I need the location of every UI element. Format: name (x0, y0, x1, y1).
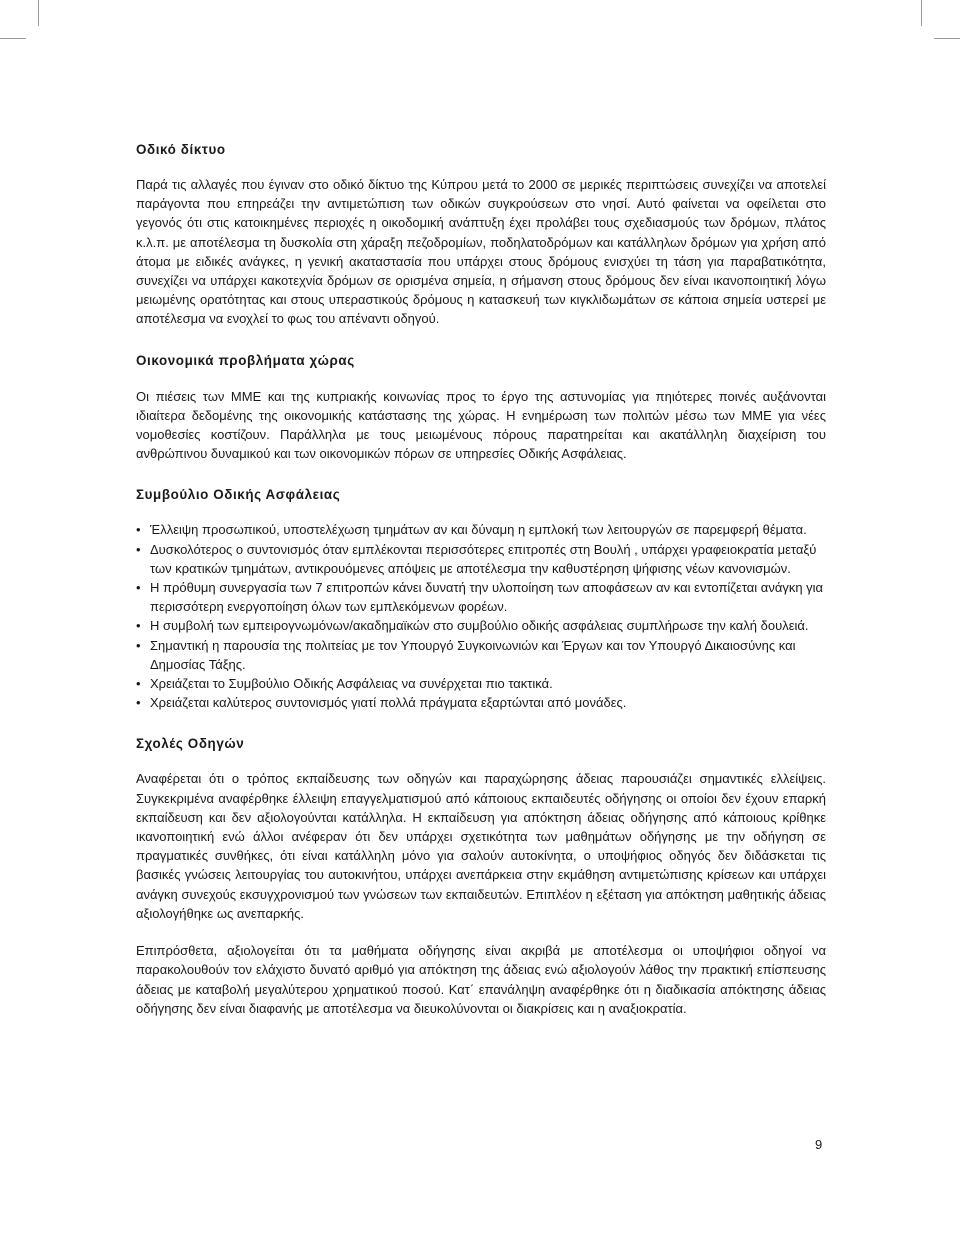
bullet-list (136, 520, 826, 712)
bullet-item: • Σημαντική η παρουσία της πολιτείας με τον Υπουργό Συγκοινωνιών και Έργων και τον Υπουργό Δικαιοσύνης και Δημοσίας Τάξης. (136, 636, 826, 674)
document-body (136, 140, 826, 1018)
bullet-item: • Χρειάζεται καλύτερος συντονισμός γιατί πολλά πράγματα εξαρτώνται από μονάδες. (136, 693, 826, 712)
paragraph: Επιπρόσθετα, αξιολογείται ότι τα μαθήματα οδήγησης είναι ακριβά με αποτέλεσμα οι υποψήφιοι οδηγοί να παρακολουθούν τον ελάχιστο δυνατό αριθμό για απόκτηση της άδειας ενώ αξιολογούν λάθος την πρακτική επίσπευσης άδειας με καταβολή μεγαλύτερου χρηματικού ποσού. Κατ΄ επανάληψη αναφέρθηκε ότι η διαδικασία απόκτησης άδειας οδήγησης δεν είναι διαφανής με αποτέλεσμα να διευκολύνονται οι διακρίσεις και η αναξιοκρατία. (136, 943, 826, 1016)
crop-mark (921, 0, 922, 26)
bullet-item: • Η συμβολή των εμπειρογνωμόνων/ακαδημαϊκών στο συμβούλιο οδικής ασφάλειας συμπλήρωσε την καλή δουλειά. (136, 616, 826, 635)
crop-mark (0, 38, 26, 39)
bullet-item: • Δυσκολότερος ο συντονισμός όταν εμπλέκονται περισσότερες επιτροπές στη Βουλή , υπάρχει γραφειοκρατία μεταξύ των κρατικών τμημάτων, αντικρουόμενες απόψεις με αποτέλεσμα την καθυστέρηση ψήφισης νέων κανονισμών. (136, 540, 826, 578)
paragraph: Οι πιέσεις των ΜΜΕ και της κυπριακής κοινωνίας προς το έργο της αστυνομίας για πηιότερες ποινές αυξάνονται ιδιαίτερα δεδομένης της οικονομικής κατάστασης της χώρας. Η ενημέρωση των πολιτών μέσω των ΜΜΕ για νέες νομοθεσίες κοστίζουν. Παράλληλα με τους μειωμένους πόρους παρατηρείται και ακατάλληλη διαχείριση του ανθρώπινου δυναμικού και των οικονομικών πόρων σε υπηρεσίες Οδικής Ασφάλειας. (136, 388, 826, 462)
page-number: 9 (815, 1137, 823, 1152)
bullet-item: • Η πρόθυμη συνεργασία των 7 επιτροπών κάνει δυνατή την υλοποίηση των αποφάσεων αν και εντοπίζεται ανάγκη για περισσότερη ενεργοποίηση όλων των εμπλεκόμενων φορέων. (136, 578, 826, 616)
section-heading: Οικονομικά προβλήματα χώρας (136, 352, 355, 368)
section-heading: Συμβούλιο Οδικής Ασφάλειας (136, 487, 341, 503)
bullet-item: • Έλλειψη προσωπικού, υποστελέχωση τμημάτων αν και δύναμη η εμπλοκή των λειτουργών σε παρεμφερή θέματα. (136, 520, 826, 539)
crop-mark (934, 38, 960, 39)
bullet-item: • Χρειάζεται το Συμβούλιο Οδικής Ασφάλειας να συνέρχεται πιο τακτικά. (136, 674, 826, 693)
crop-mark (38, 0, 39, 26)
section-heading: Οδικό δίκτυο (136, 142, 226, 157)
paragraph: Παρά τις αλλαγές που έγιναν στο οδικό δίκτυο της Κύπρου μετά το 2000 σε μερικές περιπτώσεις συνεχίζει να αποτελεί παράγοντα που επηρεάζει την αντιμετώπιση των οδικών συγκρούσεων στο νησί. Αυτό φαίνεται να οφείλεται στο γεγονός ότι στις κατοικημένες περιοχές η οικοδομική ανάπτυξη έχει προλάβει τους σχεδιασμούς των δρόμων, πλάτος κ.λ.π. με αποτέλεσμα τη δυσκολία στη χάραξη πεζοδρομίων, ποδηλατοδρόμων και κατάλληλων δρόμων για χρήση από άτομα με ειδικές ανάγκες, η γενική ακαταστασία που υπάρχει στους δρόμους ενισχύει τη τάση για παραβατικότητα, συνεχίζει να υπάρχει κακοτεχνία δρόμων σε ορισμένα σημεία, η σήμανση στους δρόμους δεν είναι ικανοποιητική λόγω μειωμένης ορατότητας και στους υπεραστικούς δρόμους η κατασκευή των κιγκλιδωμάτων σε κάποια σημεία υστερεί με αποτέλεσμα να ενοχλεί το φως του απέναντι οδηγού. (136, 177, 826, 327)
paragraph: Αναφέρεται ότι ο τρόπος εκπαίδευσης των οδηγών και παραχώρησης άδειας παρουσιάζει σημαντικές ελλείψεις. Συγκεκριμένα αναφέρθηκε έλλειψη επαγγελματισμού από κάποιους εκπαιδευτές οδήγησης οι οποίοι δεν έχουν επαρκή εκπαίδευση και δεν αξιολογούνται κατάλληλα. Η εκπαίδευση για απόκτηση άδειας οδήγησης από κάποιους κρίθηκε ικανοποιητική ενώ άλλοι ανέφεραν ότι δεν υπάρχει σχετικότητα των μαθημάτων οδήγησης με την οδήγηση σε πραγματικές συνθήκες, ότι είναι κατάλληλη μόνο για σαλούν αυτοκίνητα, ο υποψήφιος οδηγός δεν διδάσκεται τις βασικές γνώσεις λειτουργίας του αυτοκινήτου, υπάρχει ανεπάρκεια στην εκμάθηση αντιμετώπισης κρίσεων και υπάρχει ανάγκη συνεχούς εκσυγχρονισμού των γνώσεων των εκπαιδευτών. Επιπλέον η εξέταση για απόκτηση μαθητικής άδειας αξιολογήθηκε ως ανεπαρκής. (136, 771, 826, 921)
section-heading: Σχολές Οδηγών (136, 736, 245, 752)
